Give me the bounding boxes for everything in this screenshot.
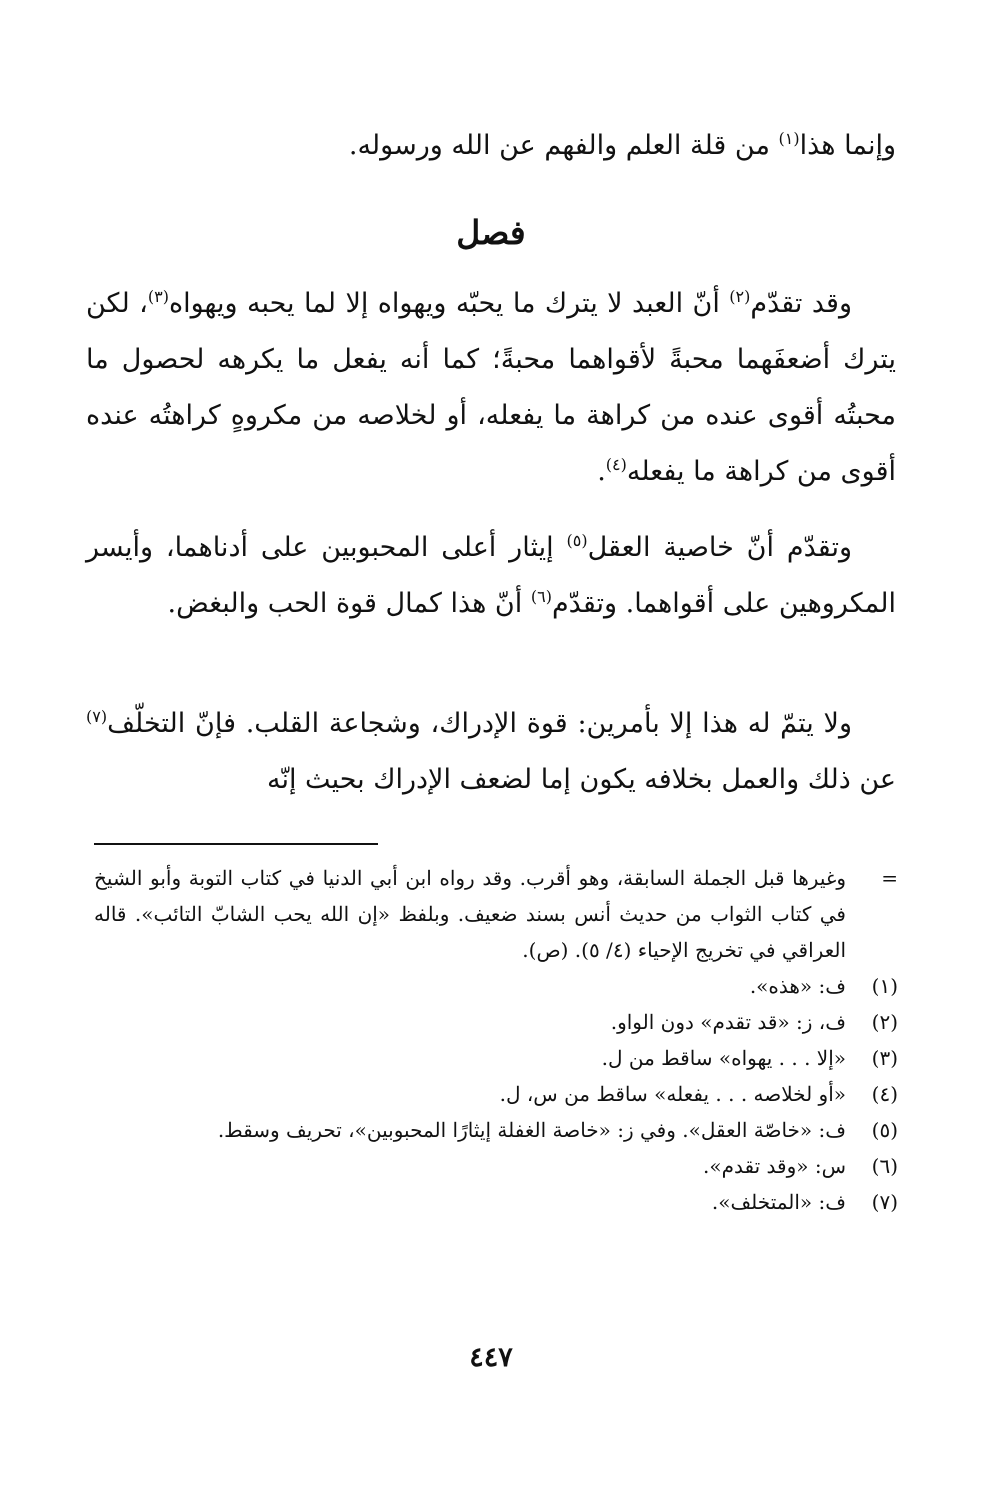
footnote-7 [94, 1184, 898, 1220]
footnote-ref-3: (٣) [147, 287, 169, 306]
footnote-3 [94, 1040, 898, 1076]
footnote-ref-5: (٥) [566, 531, 588, 550]
paragraph-3 [86, 696, 896, 808]
footnote-number: (٢) [871, 1010, 898, 1034]
footnote-2 [94, 1004, 898, 1040]
para1-text-4: . [597, 456, 606, 487]
page-number: ٤٤٧ [469, 1342, 513, 1373]
footnote-number: = [881, 866, 898, 890]
footnote-text: ف: «خاصّة العقل». وفي ز: «خاصة الغفلة إيثارًا المحبوبين»، تحريف وسقط. [217, 1118, 846, 1142]
intro-text-after: من قلة العلم والفهم عن الله ورسوله. [348, 130, 779, 161]
para2-text-1: وتقدّم أنّ خاصية العقل [587, 532, 852, 563]
footnote-ref-2: (٢) [729, 287, 751, 306]
footnote-6 [94, 1148, 898, 1184]
paragraph-1 [86, 276, 896, 500]
para3-text-1: ولا يتمّ له هذا إلا بأمرين: قوة الإدراك، وشجاعة القلب. فإنّ التخلّف [107, 708, 852, 739]
footnote-text: ف، ز: «قد تقدم» دون الواو. [610, 1010, 846, 1034]
footnote-continuation [94, 860, 898, 968]
footnote-text: وغيرها قبل الجملة السابقة، وهو أقرب. وقد رواه ابن أبي الدنيا في كتاب التوبة وأبو الشيخ في كتاب الثواب من حديث أنس بسند ضعيف. وبلفظ «إن الله يحب الشابّ التائب». قاله العراقي في تخريج الإحياء (٤/ ٥). (ص). [94, 866, 846, 962]
footnote-text: ف: «هذه». [749, 974, 846, 998]
para1-text-2: أنّ العبد لا يترك ما يحبّه ويهواه إلا لما يحبه ويهواه [168, 288, 730, 319]
footnote-ref-1: (١) [778, 129, 800, 148]
footnote-text: «إلا . . . يهواه» ساقط من ل. [601, 1046, 846, 1070]
footnote-ref-6: (٦) [530, 587, 552, 606]
footnote-ref-4: (٤) [605, 455, 627, 474]
footnote-4 [94, 1076, 898, 1112]
footnote-number: (٣) [871, 1046, 898, 1070]
para2-text-3: أنّ هذا كمال قوة الحب والبغض. [167, 588, 531, 619]
footnote-5 [94, 1112, 898, 1148]
footnote-text: س: «وقد تقدم». [703, 1154, 846, 1178]
para1-text-3: ، لكن يترك أضعفَهما محبةً لأقواهما محبةً؛ كما أنه يفعل ما يكرهه لحصول ما محبتُه أقوى عنده من كراهة ما يفعله، أو لخلاصه من مكروهٍ كراهتُه عنده أقوى من كراهة ما يفعله [86, 288, 896, 487]
intro-text-before: وإنما هذا [799, 130, 896, 161]
footnote-ref-7: (٧) [86, 707, 108, 726]
footnotes [94, 860, 898, 1220]
intro-line [86, 118, 896, 174]
footnote-number: (١) [871, 974, 898, 998]
footnote-number: (٧) [871, 1190, 898, 1214]
footnote-1 [94, 968, 898, 1004]
paragraph-2 [86, 520, 896, 632]
footnote-number: (٥) [871, 1118, 898, 1142]
section-heading: فصل [456, 213, 526, 252]
para3-text-2: عن ذلك والعمل بخلافه يكون إما لضعف الإدراك بحيث إنّه [266, 764, 896, 795]
footnote-separator [94, 843, 378, 845]
footnote-text: ف: «المتخلف». [711, 1190, 846, 1214]
para2-text-2: إيثار أعلى المحبوبين على أدناهما، وأيسر المكروهين على أقواهما. وتقدّم [86, 532, 896, 619]
footnote-number: (٦) [871, 1154, 898, 1178]
para1-text-1: وقد تقدّم [750, 288, 852, 319]
footnote-text: «أو لخلاصه . . . يفعله» ساقط من س، ل. [499, 1082, 846, 1106]
footnote-number: (٤) [871, 1082, 898, 1106]
